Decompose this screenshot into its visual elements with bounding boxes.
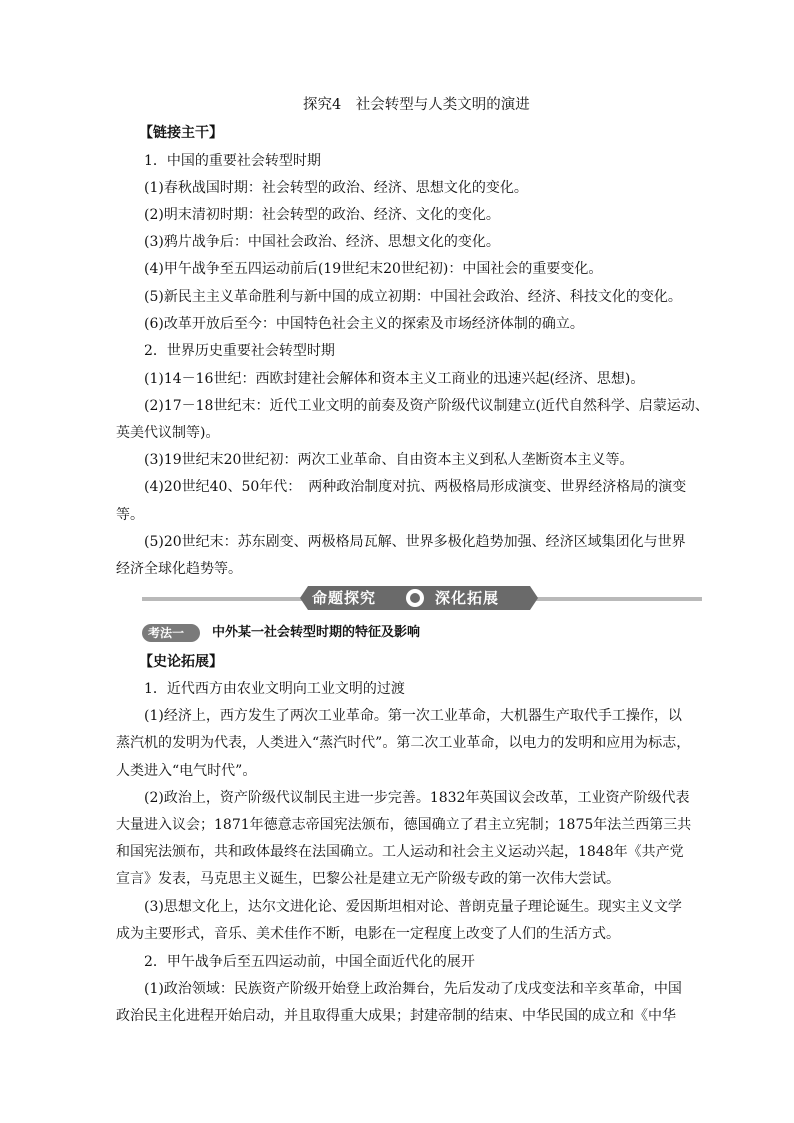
china-period-item: (4)甲午战争至五四运动前后(19世纪末20世纪初)：中国社会的重要变化。 bbox=[144, 261, 603, 277]
banner-circle-icon bbox=[406, 589, 424, 607]
west-transition-line: (2)政治上，资产阶级代议制民主进一步完善。1832年英国议会改革，工业资产阶级代表 bbox=[144, 790, 690, 806]
west-transition-line: 和国宪法颁布，共和政体最终在法国确立。工人运动和社会主义运动兴起，1848年《共产党 bbox=[116, 844, 684, 860]
china-period-item: (2)明末清初时期：社会转型的政治、经济、文化的变化。 bbox=[144, 207, 500, 223]
banner-label-left: 命题探究 bbox=[312, 589, 377, 607]
subheading-china-modernization: 2．甲午战争后至五四运动前，中国全面近代化的展开 bbox=[144, 954, 475, 970]
west-transition-line: (1)经济上，西方发生了两次工业革命。第一次工业革命，大机器生产取代手工操作，以 bbox=[144, 708, 682, 724]
method-tag bbox=[142, 624, 200, 642]
world-period-line: (3)19世纪末20世纪初：两次工业革命、自由资本主义到私人垄断资本主义等。 bbox=[144, 452, 634, 468]
west-transition-line: 蒸汽机的发明为代表，人类进入“蒸汽时代”。第二次工业革命，以电力的发明和应用为标志， bbox=[116, 735, 691, 751]
method-tag-label: 考法一 bbox=[148, 626, 185, 640]
world-period-line: 等。 bbox=[116, 507, 144, 523]
world-period-line: (1)14－16世纪：西欧封建社会解体和资本主义工商业的迅速兴起(经济、思想)。 bbox=[144, 371, 645, 387]
west-transition-line: 人类进入“电气时代”。 bbox=[116, 763, 257, 779]
world-period-line: (4)20世纪40、50年代： 两种政治制度对抗、两极格局形成演变、世界经济格局的演变 bbox=[144, 479, 687, 495]
section-banner bbox=[142, 586, 702, 612]
world-period-line: 经济全球化趋势等。 bbox=[116, 561, 242, 577]
china-period-item: (6)改革开放后至今：中国特色社会主义的探索及市场经济体制的确立。 bbox=[144, 316, 584, 332]
west-transition-line: 成为主要形式，音乐、美术佳作不断，电影在一定程度上改变了人们的生活方式。 bbox=[116, 926, 620, 942]
west-transition-line: (3)思想文化上，达尔文进化论、爱因斯坦相对论、普朗克量子理论诞生。现实主义文学 bbox=[144, 899, 682, 915]
west-transition-line: 宣言》发表，马克思主义诞生，巴黎公社是建立无产阶级专政的第一次伟大尝试。 bbox=[116, 871, 620, 887]
china-period-item: (1)春秋战国时期：社会转型的政治、经济、思想文化的变化。 bbox=[144, 180, 528, 196]
china-modernization-line: 政治民主化进程开始启动，并且取得重大成果；封建帝制的结束、中华民国的成立和《中华 bbox=[116, 1008, 676, 1024]
china-period-item: (5)新民主主义革命胜利与新中国的成立初期：中国社会政治、经济、科技文化的变化。 bbox=[144, 289, 682, 305]
page-title: 探究4 社会转型与人类文明的演进 bbox=[303, 97, 530, 113]
west-transition-line: 大量进入议会；1871年德意志帝国宪法颁布，德国确立了君主立宪制；1875年法兰西第三共 bbox=[116, 817, 692, 833]
subheading-china-periods: 1．中国的重要社会转型时期 bbox=[144, 153, 321, 169]
section-heading-link: 【链接主干】 bbox=[139, 125, 223, 141]
china-modernization-line: (1)政治领域：民族资产阶级开始登上政治舞台，先后发动了戊戌变法和辛亥革命，中国 bbox=[144, 981, 682, 997]
section-heading-history: 【史论拓展】 bbox=[139, 654, 223, 670]
world-period-line: 英美代议制等)。 bbox=[116, 425, 220, 441]
world-period-line: (2)17－18世纪末：近代工业文明的前奏及资产阶级代议制建立(近代自然科学、启蒙运动、 bbox=[144, 398, 709, 414]
subheading-world-periods: 2．世界历史重要社会转型时期 bbox=[144, 343, 335, 359]
world-period-line: (5)20世纪末：苏东剧变、两极格局瓦解、世界多极化趋势加强、经济区域集团化与世界 bbox=[144, 534, 686, 550]
china-period-item: (3)鸦片战争后：中国社会政治、经济、思想文化的变化。 bbox=[144, 234, 500, 250]
banner-label-right: 深化拓展 bbox=[435, 589, 500, 607]
subheading-west-transition: 1．近代西方由农业文明向工业文明的过渡 bbox=[144, 681, 405, 697]
method-title: 中外某一社会转型时期的特征及影响 bbox=[212, 625, 421, 640]
